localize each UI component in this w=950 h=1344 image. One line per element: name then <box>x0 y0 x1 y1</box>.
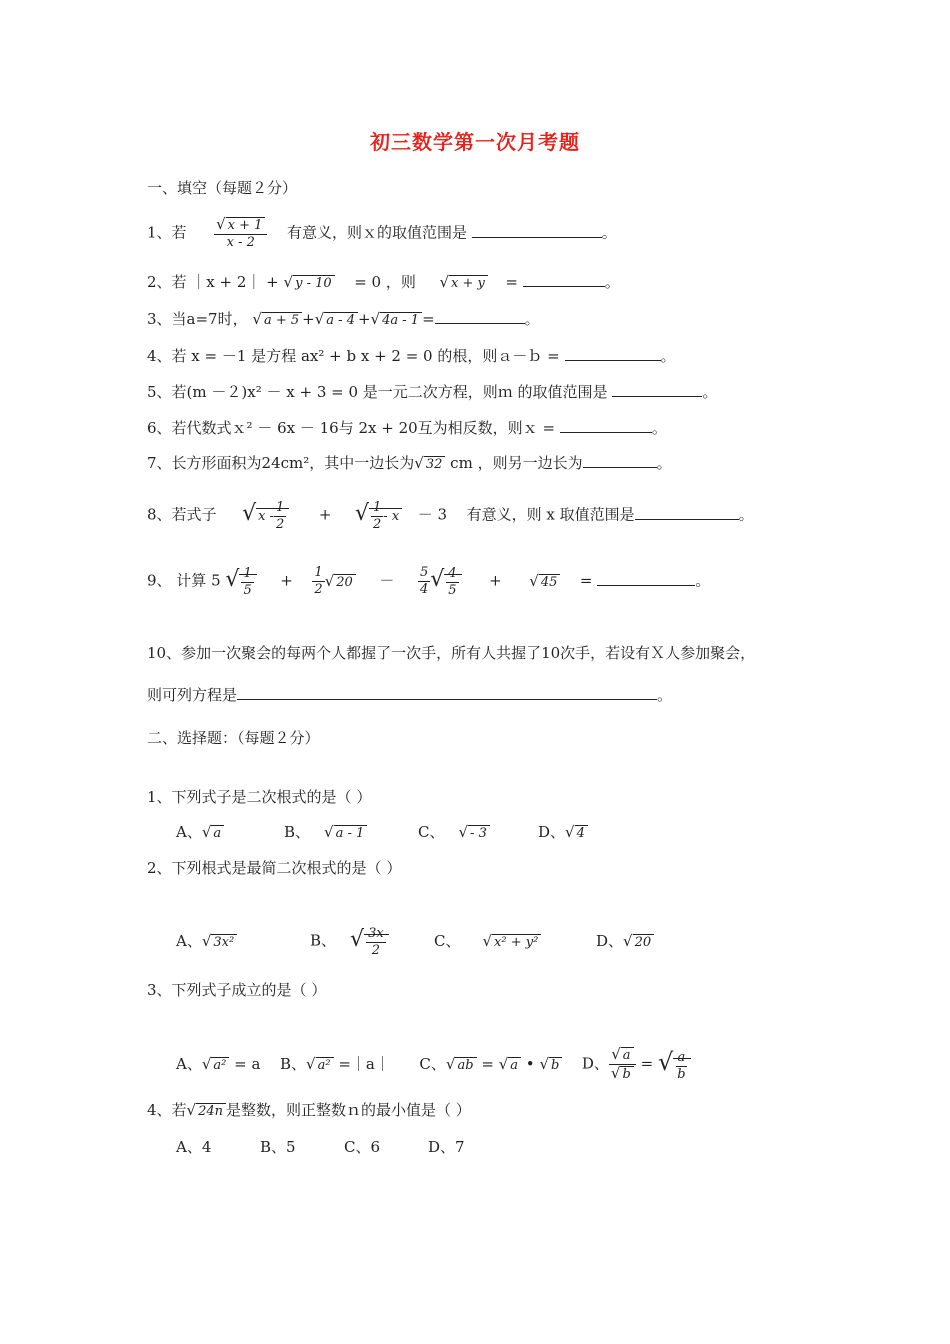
c4-option-a[interactable]: A、4 <box>176 1138 212 1156</box>
fill-question-10-line-2 <box>147 685 672 705</box>
q3-radical-3: 4a - 1 <box>380 312 422 328</box>
q10-answer-blank[interactable] <box>237 685 657 700</box>
q9-end: 。 <box>695 571 711 590</box>
q8-answer-blank[interactable] <box>635 505 739 520</box>
q4-text: 4、若 x = －1 是方程 ax² + b x + 2 = 0 的根，则ａ－ｂ = <box>147 347 560 365</box>
c3-option-d[interactable]: D、 $\frac{√ a}{√ b}$ = √ $\frac{a}{b}$ <box>582 1042 691 1087</box>
c3-option-a[interactable]: A、√ a² = a <box>176 1054 261 1073</box>
q5-text: 5、若(m －２)x² － x + 3 = 0 是一元二次方程，则ｍ 的取值范围是 <box>147 383 608 401</box>
q9-d-den: 5 <box>448 583 457 598</box>
choice-question-2-stem: 2、下列根式是最简二次根式的是（ ） <box>147 859 402 877</box>
q6-text: 6、若代数式ｘ² － 6x － 16与 2x + 20互为相反数，则ｘ = <box>147 419 556 437</box>
c1-option-d[interactable]: D、√ 4 <box>538 822 588 844</box>
q9-b-radical: 20 <box>334 574 356 590</box>
q4-answer-blank[interactable] <box>565 346 661 361</box>
choice-question-3-stem: 3、下列式子成立的是（ ） <box>147 981 327 999</box>
q9-e-radical: 45 <box>539 574 561 590</box>
q7-prefix: 7、长方形面积为24cm²，其中一边长为 <box>147 454 415 472</box>
c4-option-c[interactable]: C、6 <box>344 1138 381 1156</box>
q1-num: x + 1 <box>226 217 266 233</box>
q1-den: x - 2 <box>226 235 255 250</box>
c2-option-d[interactable]: D、√ 20 <box>596 921 654 963</box>
q8-suffix: 有意义，则 x 取值范围是 <box>466 505 635 524</box>
q9-plus-2: + <box>489 571 502 590</box>
q8-frac-1-den: 2 <box>276 517 285 532</box>
q2-answer-blank[interactable] <box>523 272 605 287</box>
q3-radical-1: a + 5 <box>262 312 302 328</box>
c4-option-d[interactable]: D、7 <box>428 1138 465 1156</box>
page-title: 初三数学第一次月考题 <box>370 130 580 154</box>
c4-prefix: 4、若 <box>147 1101 187 1119</box>
choice-question-4-options <box>176 1137 465 1157</box>
q7-answer-blank[interactable] <box>583 453 657 468</box>
section2-heading: 二、选择题：（每题２分） <box>147 729 320 747</box>
q9-a-num: 1 <box>243 566 252 581</box>
q1-prefix: 1、若 <box>147 223 187 242</box>
q2-radical-2: x + y <box>449 275 488 291</box>
q9-plus-1: + <box>280 571 293 590</box>
fill-question-9: 9、 计算 5 √ $\frac{1}{5}$ + $\frac{1}{2}$ √ 20 － $\frac{5}{4}$ √ $\frac{4}{5}$ + √ 45 = 。 <box>147 565 711 598</box>
c4-radical: 24n <box>196 1103 226 1119</box>
q9-a-den: 5 <box>243 583 252 598</box>
q5-answer-blank[interactable] <box>612 382 702 397</box>
q10-prefix: 则可列方程是 <box>147 686 238 704</box>
q9-b-den: 2 <box>314 582 323 597</box>
q1-answer-blank[interactable] <box>472 223 602 238</box>
c2-option-a[interactable]: A、√ 3x² <box>176 921 310 963</box>
q8-frac-2-num: 1 <box>373 500 382 515</box>
c1-option-c[interactable]: C、 √ - 3 <box>418 822 538 844</box>
q3-prefix: 3、当a=7时， <box>147 310 248 328</box>
q9-b-num: 1 <box>314 565 323 580</box>
q1-fraction: $\frac{√ x + 1}{x - 2}$ <box>214 216 267 251</box>
q7-suffix: cm ，则另一边长为 <box>450 454 583 472</box>
q4-end: 。 <box>660 347 676 365</box>
q9-c-den: 4 <box>419 582 429 597</box>
q7-end: 。 <box>656 454 672 472</box>
c3-option-c[interactable]: C、√ ab = √ a • √ b <box>419 1044 562 1086</box>
section1-heading: 一、填空（每题２分） <box>147 179 298 197</box>
q7-radical: 32 <box>424 456 446 472</box>
q3-radical-2: a - 4 <box>324 312 358 328</box>
fill-question-7: 7、长方形面积为24cm²，其中一边长为√ 32 cm ，则另一边长为 。 <box>147 454 672 472</box>
c2-option-c[interactable]: C、 √ x² + y² <box>434 921 596 963</box>
q9-minus: － <box>379 571 395 590</box>
c4-option-b[interactable]: B、5 <box>260 1138 296 1156</box>
c3-option-b[interactable]: B、√ a² =｜a｜ <box>280 1054 390 1073</box>
choice-question-1-options <box>176 822 588 844</box>
q9-prefix: 9、 计算 5 <box>147 571 221 590</box>
q2-end: 。 <box>604 273 620 291</box>
q9-eq: = <box>579 571 593 590</box>
c1-option-b[interactable]: B、 √ a - 1 <box>284 822 418 844</box>
q2-radical: y - 10 <box>293 275 335 291</box>
q2-prefix: 2、若 ｜x + 2｜ + <box>147 273 279 291</box>
c1-option-a[interactable]: A、√ a <box>176 822 284 844</box>
q8-radical-2-tail: - x <box>383 509 400 524</box>
c4-suffix: 是整数，则正整数ｎ的最小值是（ ） <box>226 1101 471 1119</box>
q9-answer-blank[interactable] <box>597 571 695 586</box>
fill-question-1 <box>147 216 617 251</box>
q8-frac-1-num: 1 <box>276 500 285 515</box>
q9-d-num: 4 <box>448 566 457 581</box>
choice-question-4-stem: 4、若√ 24n 是整数，则正整数ｎ的最小值是（ ） <box>147 1101 471 1119</box>
q1-suffix: 有意义，则ｘ的取值范围是 <box>287 223 468 242</box>
q8-minus: － 3 <box>417 505 448 524</box>
q3-eq: = <box>422 310 435 328</box>
q8-prefix: 8、若式子 <box>147 505 217 524</box>
c2-option-b[interactable]: B、 √ $\frac{3x}{2}$ <box>310 920 434 963</box>
q8-radical-1-lead: x - <box>258 509 274 524</box>
fill-question-2: 2、若 ｜x + 2｜ + √ y - 10 = 0 ，则 √ x + y = 。 <box>147 273 620 291</box>
q3-end: 。 <box>524 310 540 328</box>
fill-question-3: 3、当a=7时， √ a + 5 +√ a - 4 +√ 4a - 1 = 。 <box>147 310 540 328</box>
q10-end: 。 <box>657 686 673 704</box>
fill-question-4 <box>147 346 676 366</box>
q8-end: 。 <box>738 505 754 524</box>
q6-end: 。 <box>651 419 667 437</box>
choice-question-1-stem: 1、下列式子是二次根式的是（ ） <box>147 788 372 806</box>
fill-question-10-line-1: 10、参加一次聚会的每两个人都握了一次手，所有人共握了10次手，若设有Ｘ人参加聚会， <box>147 644 756 662</box>
fill-question-5 <box>147 382 717 402</box>
fill-question-8: 8、若式子 √ x - $\frac{1}{2}$ + √ $\frac{1}{2}$ - x － 3 有意义，则 x 取值范围是 。 <box>147 500 754 532</box>
q2-mid: = 0 ，则 <box>354 273 416 291</box>
q2-eq: = <box>505 273 518 291</box>
choice-question-3-options <box>176 1042 691 1087</box>
q9-c-num: 5 <box>419 565 429 580</box>
q6-answer-blank[interactable] <box>560 418 652 433</box>
fill-question-6 <box>147 418 667 438</box>
q3-answer-blank[interactable] <box>435 309 525 324</box>
q8-plus: + <box>318 505 332 524</box>
q8-frac-2-den: 2 <box>373 517 382 532</box>
q1-end: 。 <box>601 223 617 242</box>
q5-end: 。 <box>702 383 718 401</box>
choice-question-2-options <box>176 920 654 963</box>
